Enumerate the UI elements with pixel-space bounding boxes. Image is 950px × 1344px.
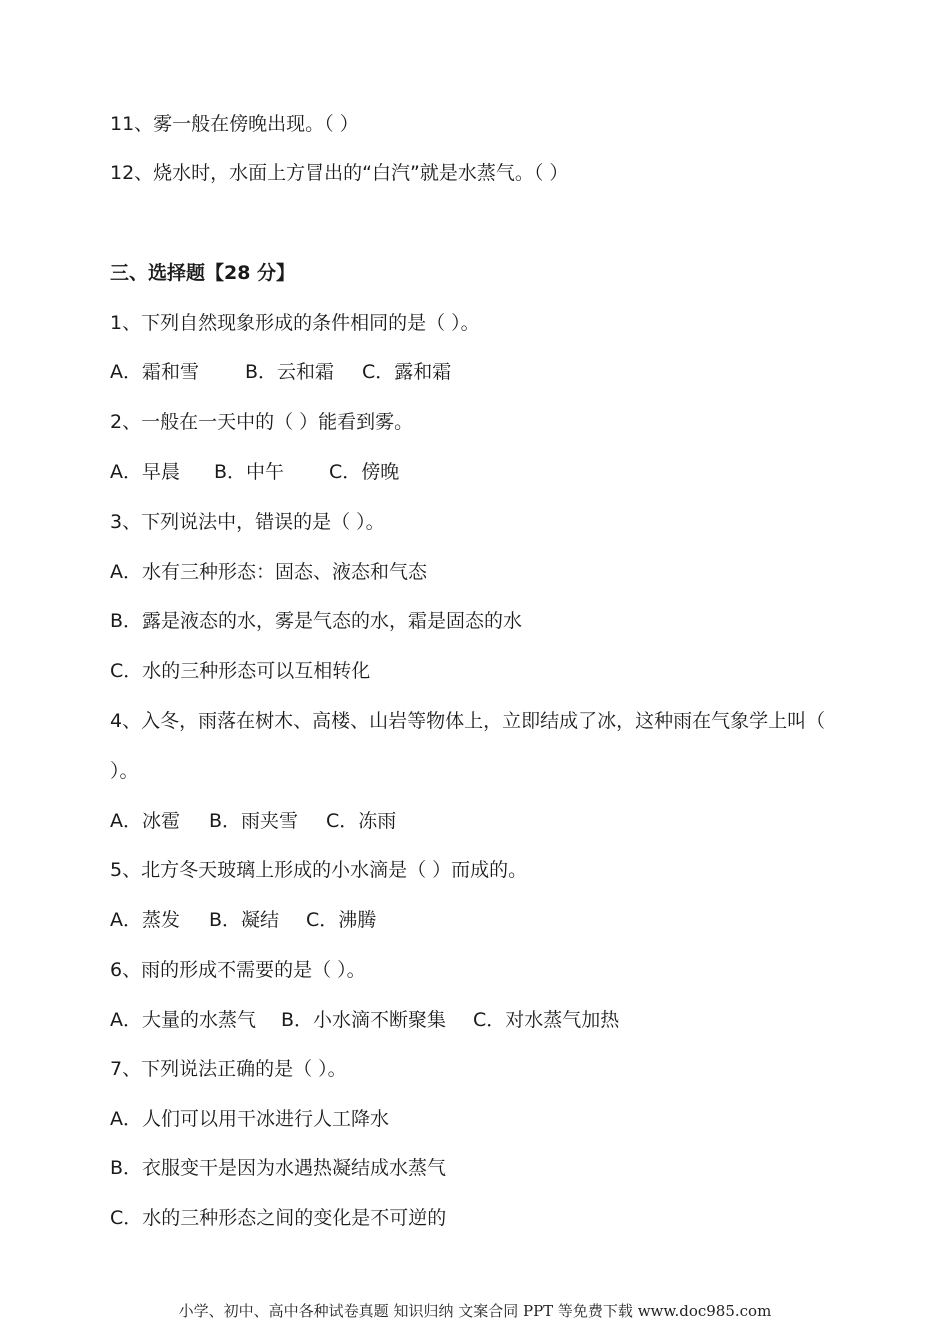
- question-2-option-c: C．傍晚: [329, 461, 400, 483]
- question-5-option-c: C．沸腾: [306, 909, 377, 931]
- question-7-option-b: B．衣服变干是因为水遇热凝结成水蒸气: [110, 1157, 447, 1179]
- question-5-stem: 5、北方冬天玻璃上形成的小水滴是（ ）而成的。: [110, 859, 528, 881]
- question-7-stem: 7、下列说法正确的是（ ）。: [110, 1058, 347, 1080]
- question-6-option-b: B．小水滴不断聚集: [281, 1009, 447, 1031]
- question-6-option-c: C．对水蒸气加热: [473, 1009, 620, 1031]
- question-1-option-c: C．露和霜: [362, 361, 452, 383]
- question-5-option-b: B．凝结: [209, 909, 280, 931]
- question-4-option-b: B．雨夹雪: [209, 810, 299, 832]
- question-4-option-a: A．冰雹: [110, 810, 180, 832]
- question-2-stem: 2、一般在一天中的（ ）能看到雾。: [110, 411, 414, 433]
- question-4-option-c: C．冻雨: [326, 810, 397, 832]
- question-4-stem-continued: ）。: [110, 760, 139, 782]
- question-3-option-c: C．水的三种形态可以互相转化: [110, 660, 371, 682]
- question-1-option-a: A．霜和雪: [110, 361, 199, 383]
- judgement-item-12: 12、烧水时，水面上方冒出的“白汽”就是水蒸气。（ ）: [110, 162, 569, 184]
- question-6-stem: 6、雨的形成不需要的是（ ）。: [110, 959, 366, 981]
- question-2-option-a: A．早晨: [110, 461, 180, 483]
- question-4-stem: 4、入冬，雨落在树木、高楼、山岩等物体上，立即结成了冰，这种雨在气象学上叫（: [110, 710, 826, 732]
- question-5-option-a: A．蒸发: [110, 909, 180, 931]
- question-7-option-c: C．水的三种形态之间的变化是不可逆的: [110, 1207, 447, 1229]
- judgement-item-11: 11、雾一般在傍晚出现。（ ）: [110, 113, 359, 135]
- question-3-stem: 3、下列说法中，错误的是（ ）。: [110, 511, 385, 533]
- page-footer: 小学、初中、高中各种试卷真题 知识归纳 文案合同 PPT 等免费下载 www.doc985.com: [178, 1302, 772, 1320]
- question-1-option-b: B．云和霜: [245, 361, 335, 383]
- question-2-option-b: B．中午: [214, 461, 285, 483]
- section-heading: 三、选择题【28 分】: [110, 262, 296, 284]
- question-7-option-a: A．人们可以用干冰进行人工降水: [110, 1108, 389, 1130]
- question-3-option-a: A．水有三种形态：固态、液态和气态: [110, 561, 427, 583]
- question-6-option-a: A．大量的水蒸气: [110, 1009, 256, 1031]
- question-1-stem: 1、下列自然现象形成的条件相同的是（ ）。: [110, 312, 480, 334]
- question-3-option-b: B．露是液态的水，雾是气态的水，霜是固态的水: [110, 610, 523, 632]
